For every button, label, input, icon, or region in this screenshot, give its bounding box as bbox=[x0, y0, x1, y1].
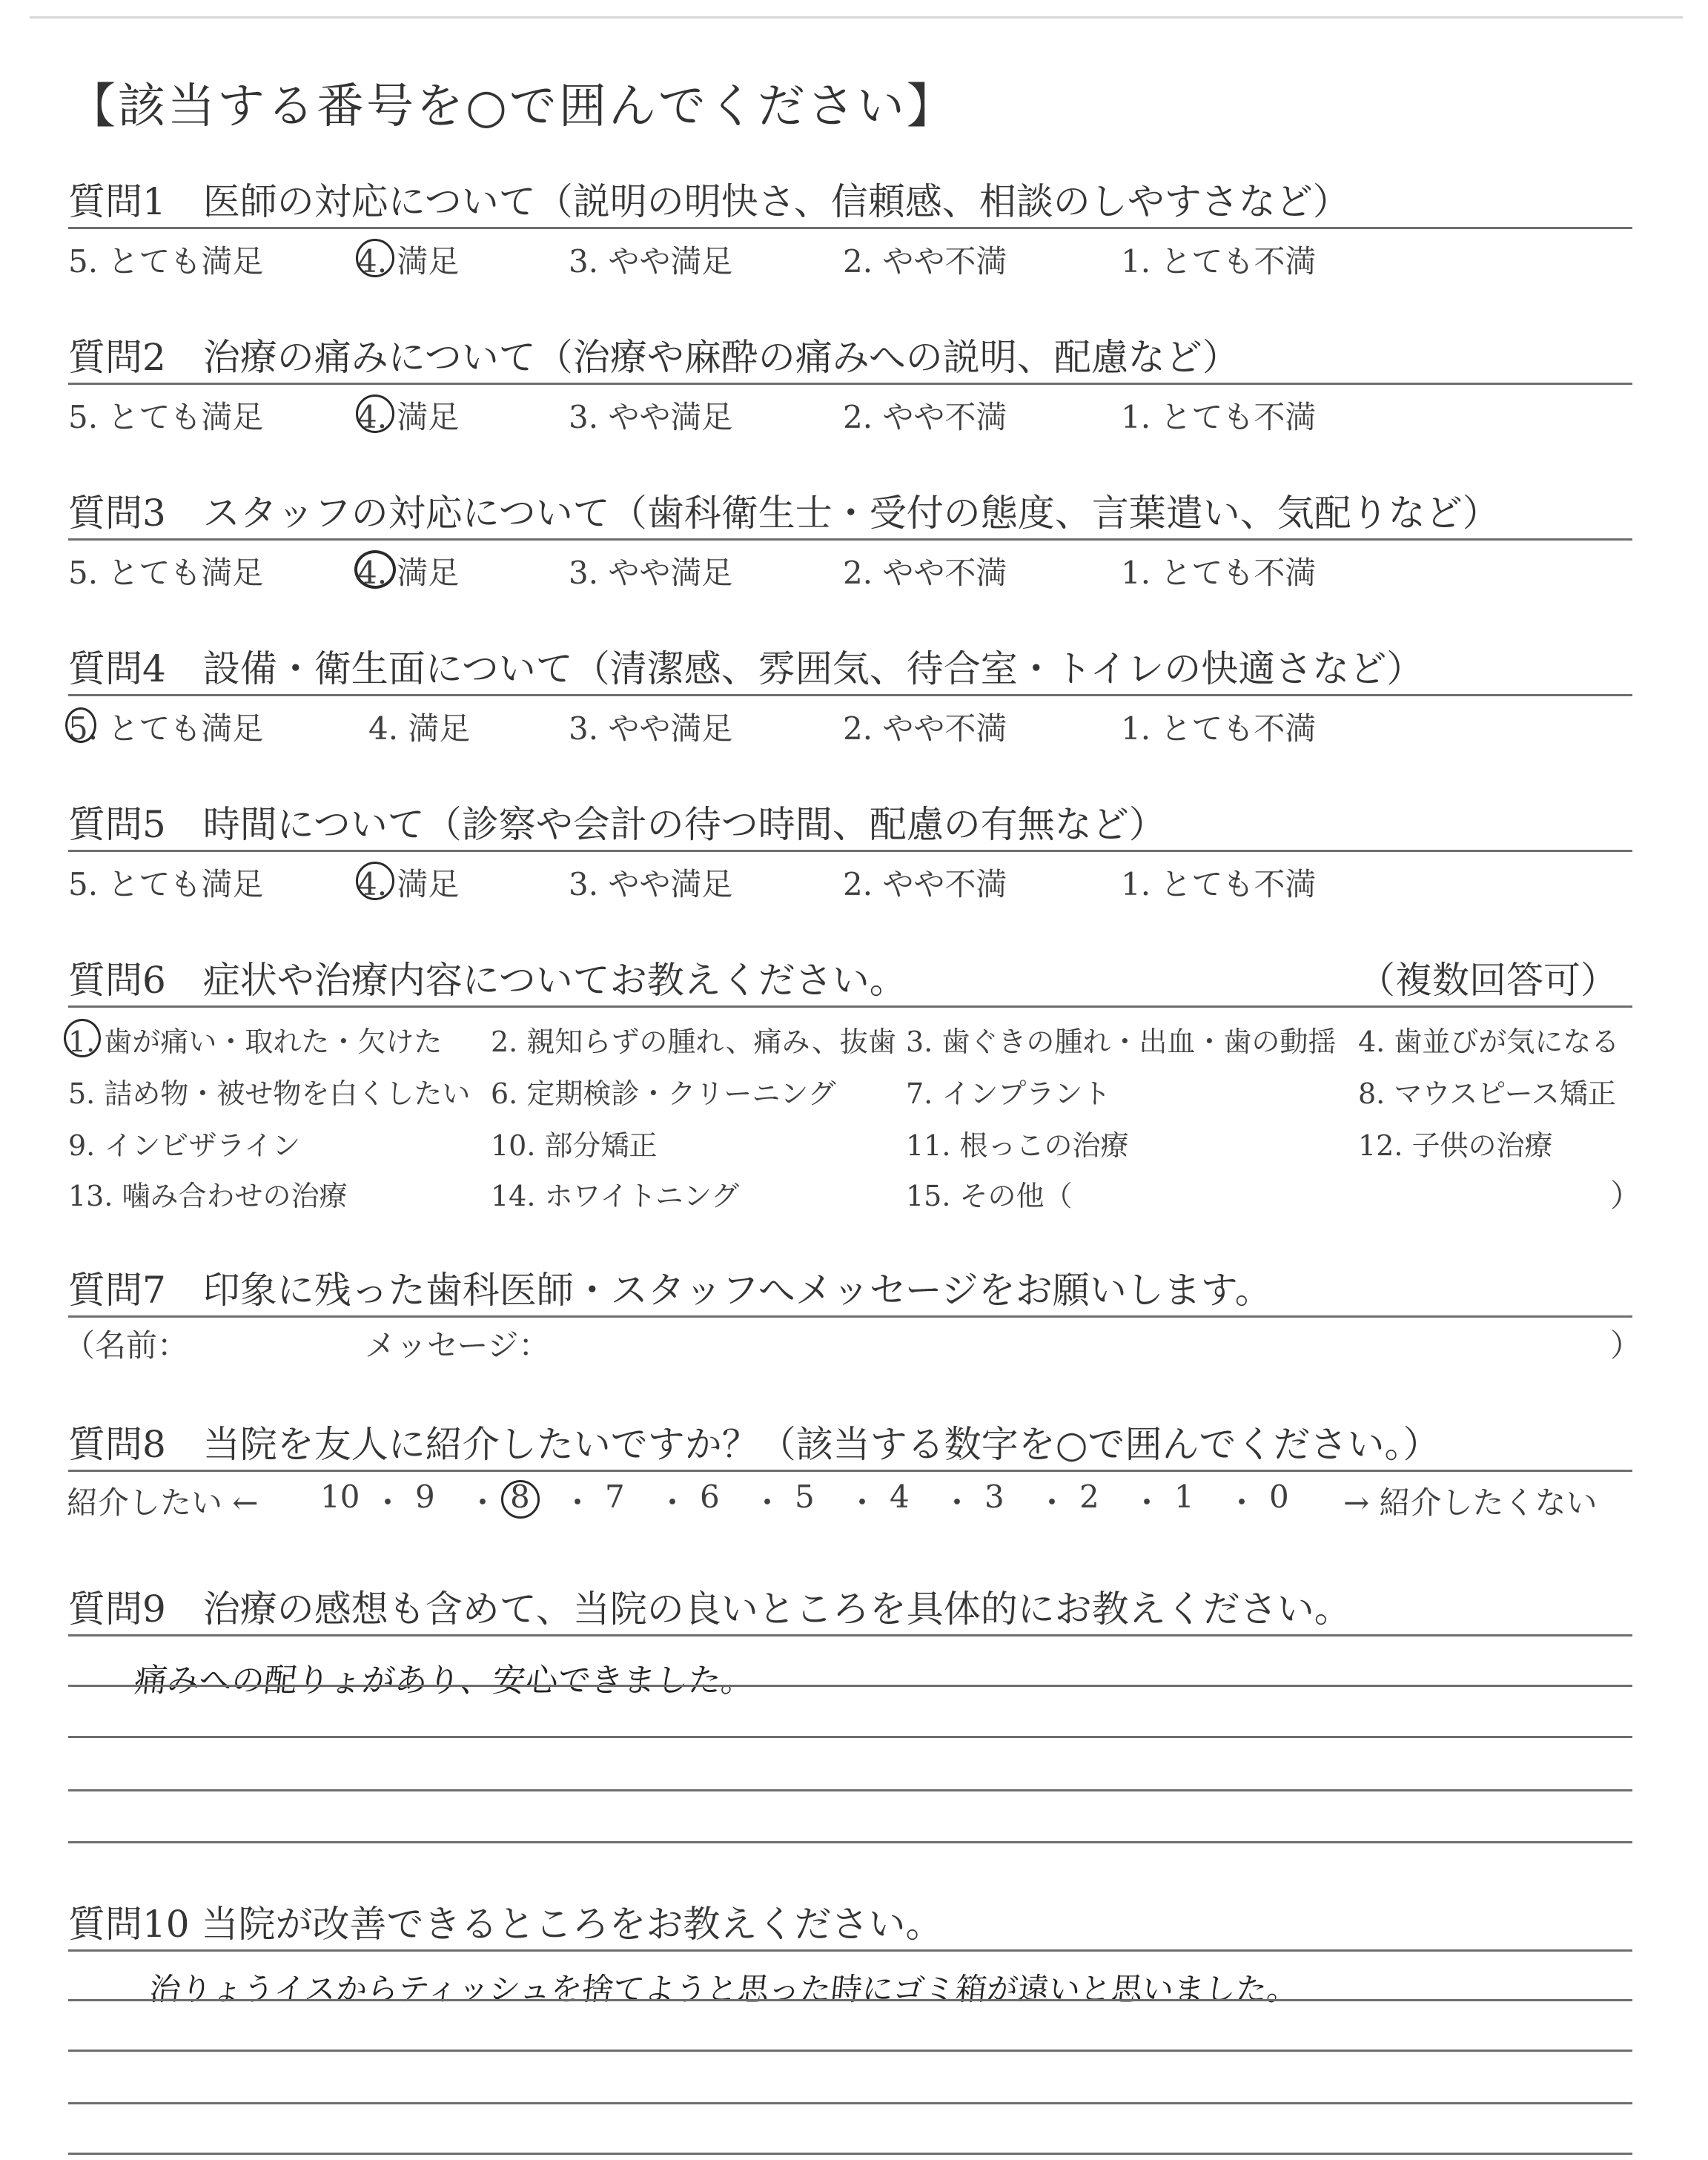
q8-scale-separator: ・ bbox=[562, 1484, 594, 1521]
q8-scale-separator: ・ bbox=[657, 1484, 689, 1521]
q8-left-label: 紹介したい ← bbox=[67, 1484, 259, 1521]
question-10-rule bbox=[68, 1949, 1632, 1952]
q6-answer-circle bbox=[64, 1019, 101, 1057]
q5-option-4[interactable]: 4. 満足 bbox=[357, 866, 460, 902]
question-5-rule bbox=[68, 850, 1632, 852]
question-4-rule bbox=[68, 694, 1632, 696]
q6-item-11[interactable]: 11. 根っこの治療 bbox=[906, 1129, 1129, 1162]
q8-scale-3[interactable]: 3 bbox=[984, 1479, 1004, 1515]
question-10-title: 質問10 当院が改善できるところをお教えください。 bbox=[68, 1903, 943, 1946]
q7-name-label: （名前： bbox=[64, 1327, 189, 1364]
question-7-rule bbox=[68, 1315, 1632, 1318]
q9-answer-line-4 bbox=[68, 1841, 1632, 1843]
q8-scale-separator: ・ bbox=[847, 1484, 878, 1521]
q3-answer-circle bbox=[354, 550, 396, 589]
question-9-title: 質問9 治療の感想も含めて、当院の良いところを具体的にお教えください。 bbox=[68, 1588, 1351, 1631]
q2-option-1[interactable]: 1. とても不満 bbox=[1121, 399, 1317, 435]
q4-option-3[interactable]: 3. やや満足 bbox=[569, 710, 733, 747]
instruction-header: 【該当する番号を○で囲んでください】 bbox=[68, 79, 956, 134]
question-1-title: 質問1 医師の対応について（説明の明快さ、信頼感、相談のしやすさなど） bbox=[68, 180, 1350, 223]
q1-option-1[interactable]: 1. とても不満 bbox=[1121, 243, 1317, 280]
q8-scale-separator: ・ bbox=[752, 1484, 784, 1521]
q1-option-3[interactable]: 3. やや満足 bbox=[569, 243, 733, 280]
q5-option-3[interactable]: 3. やや満足 bbox=[569, 866, 733, 902]
q2-option-2[interactable]: 2. やや不満 bbox=[843, 399, 1007, 435]
question-8-title: 質問8 当院を友人に紹介したいですか？（該当する数字を○で囲んでください。） bbox=[68, 1423, 1440, 1466]
question-4-title: 質問4 設備・衛生面について（清潔感、雰囲気、待合室・トイレの快適さなど） bbox=[68, 647, 1424, 690]
q9-handwritten-answer: 痛みへの配りょがあり、安心できました。 bbox=[132, 1662, 756, 1700]
q6-close-paren: ） bbox=[1610, 1178, 1642, 1214]
q2-option-4[interactable]: 4. 満足 bbox=[357, 399, 460, 435]
q6-item-2[interactable]: 2. 親知らずの腫れ、痛み、抜歯 bbox=[491, 1025, 896, 1058]
q8-scale-2[interactable]: 2 bbox=[1079, 1479, 1099, 1515]
q8-scale-5[interactable]: 5 bbox=[795, 1479, 815, 1515]
question-6-note: （複数回答可） bbox=[1358, 959, 1618, 1002]
q7-message-label: メッセージ： bbox=[365, 1327, 550, 1364]
q1-option-4[interactable]: 4. 満足 bbox=[357, 243, 460, 280]
top-border bbox=[30, 16, 1683, 19]
q6-item-4[interactable]: 4. 歯並びが気になる bbox=[1358, 1025, 1620, 1058]
q5-option-5[interactable]: 5. とても満足 bbox=[68, 866, 264, 902]
q5-answer-circle bbox=[356, 862, 394, 900]
q2-answer-circle bbox=[356, 394, 394, 433]
q8-right-label: → 紹介したくない bbox=[1343, 1484, 1598, 1521]
q3-option-1[interactable]: 1. とても不満 bbox=[1121, 555, 1317, 591]
q2-option-3[interactable]: 3. やや満足 bbox=[569, 399, 733, 435]
q6-item-6[interactable]: 6. 定期検診・クリーニング bbox=[491, 1077, 836, 1110]
q10-answer-line-4 bbox=[68, 2153, 1632, 2155]
q6-item-8[interactable]: 8. マウスピース矯正 bbox=[1358, 1077, 1616, 1110]
q8-scale-8[interactable]: 8 bbox=[510, 1479, 530, 1515]
q10-handwritten-answer: 治りょうイスからティッシュを捨てようと思った時にゴミ箱が遠いと思いました。 bbox=[148, 1971, 1300, 2007]
question-2-rule bbox=[68, 383, 1632, 385]
q5-option-2[interactable]: 2. やや不満 bbox=[843, 866, 1007, 902]
q5-option-1[interactable]: 1. とても不満 bbox=[1121, 866, 1317, 902]
question-1-rule bbox=[68, 227, 1632, 229]
q9-answer-line-2 bbox=[68, 1736, 1632, 1738]
q3-option-4[interactable]: 4. 満足 bbox=[357, 555, 460, 591]
q3-option-3[interactable]: 3. やや満足 bbox=[569, 555, 733, 591]
q8-scale-6[interactable]: 6 bbox=[700, 1479, 720, 1515]
q8-scale-10[interactable]: 10 bbox=[320, 1479, 360, 1515]
q8-scale-separator: ・ bbox=[1036, 1484, 1068, 1521]
q10-answer-line-2 bbox=[68, 2050, 1632, 2052]
q4-option-2[interactable]: 2. やや不満 bbox=[843, 710, 1007, 747]
q6-item-12[interactable]: 12. 子供の治療 bbox=[1358, 1129, 1553, 1162]
q6-item-10[interactable]: 10. 部分矯正 bbox=[491, 1129, 658, 1162]
question-3-rule bbox=[68, 538, 1632, 541]
q8-scale-7[interactable]: 7 bbox=[605, 1479, 625, 1515]
q9-answer-line-1 bbox=[68, 1685, 1632, 1687]
q1-option-5[interactable]: 5. とても満足 bbox=[68, 243, 264, 280]
question-3-title: 質問3 スタッフの対応について（歯科衛生士・受付の態度、言葉遣い、気配りなど） bbox=[68, 492, 1500, 535]
question-9-rule bbox=[68, 1634, 1632, 1636]
q3-option-2[interactable]: 2. やや不満 bbox=[843, 555, 1007, 591]
q8-scale-separator: ・ bbox=[1131, 1484, 1163, 1521]
q2-option-5[interactable]: 5. とても満足 bbox=[68, 399, 264, 435]
question-2-title: 質問2 治療の痛みについて（治療や麻酔の痛みへの説明、配慮など） bbox=[68, 336, 1239, 379]
q6-item-3[interactable]: 3. 歯ぐきの腫れ・出血・歯の動揺 bbox=[906, 1025, 1337, 1058]
q6-item-14[interactable]: 14. ホワイトニング bbox=[491, 1180, 740, 1212]
q10-answer-line-3 bbox=[68, 2102, 1632, 2104]
q4-option-4[interactable]: 4. 満足 bbox=[368, 710, 471, 747]
q1-answer-circle bbox=[356, 239, 394, 277]
q4-option-5[interactable]: 5. とても満足 bbox=[68, 710, 264, 747]
q6-item-9[interactable]: 9. インビザライン bbox=[68, 1129, 301, 1162]
q8-scale-0[interactable]: 0 bbox=[1269, 1479, 1289, 1515]
question-8-rule bbox=[68, 1470, 1632, 1472]
q8-scale-9[interactable]: 9 bbox=[415, 1479, 435, 1515]
q8-scale-separator: ・ bbox=[467, 1484, 499, 1521]
q1-option-2[interactable]: 2. やや不満 bbox=[843, 243, 1007, 280]
q8-scale-1[interactable]: 1 bbox=[1174, 1479, 1194, 1515]
q6-item-13[interactable]: 13. 噛み合わせの治療 bbox=[68, 1180, 348, 1212]
q8-scale-4[interactable]: 4 bbox=[890, 1479, 910, 1515]
q8-scale-separator: ・ bbox=[372, 1484, 404, 1521]
q4-answer-circle bbox=[65, 707, 96, 743]
question-6-title: 質問6 症状や治療内容についてお教えください。 bbox=[68, 959, 907, 1002]
q8-scale-separator: ・ bbox=[941, 1484, 973, 1521]
q10-answer-line-1 bbox=[68, 1999, 1632, 2001]
q6-item-1[interactable]: 1. 歯が痛い・取れた・欠けた bbox=[68, 1025, 443, 1058]
q4-option-1[interactable]: 1. とても不満 bbox=[1121, 710, 1317, 747]
q6-item-15[interactable]: 15. その他（ bbox=[906, 1180, 1073, 1212]
q9-answer-line-3 bbox=[68, 1789, 1632, 1791]
q7-close-paren: ） bbox=[1610, 1327, 1642, 1364]
question-5-title: 質問5 時間について（診察や会計の待つ時間、配慮の有無など） bbox=[68, 803, 1166, 846]
q3-option-5[interactable]: 5. とても満足 bbox=[68, 555, 264, 591]
q6-item-7[interactable]: 7. インプラント bbox=[906, 1077, 1111, 1110]
q8-scale-separator: ・ bbox=[1226, 1484, 1258, 1521]
q6-item-5[interactable]: 5. 詰め物・被せ物を白くしたい bbox=[68, 1077, 471, 1110]
q8-answer-circle bbox=[501, 1480, 540, 1519]
question-7-title: 質問7 印象に残った歯科医師・スタッフへメッセージをお願いします。 bbox=[68, 1269, 1272, 1312]
question-6-rule bbox=[68, 1005, 1632, 1008]
